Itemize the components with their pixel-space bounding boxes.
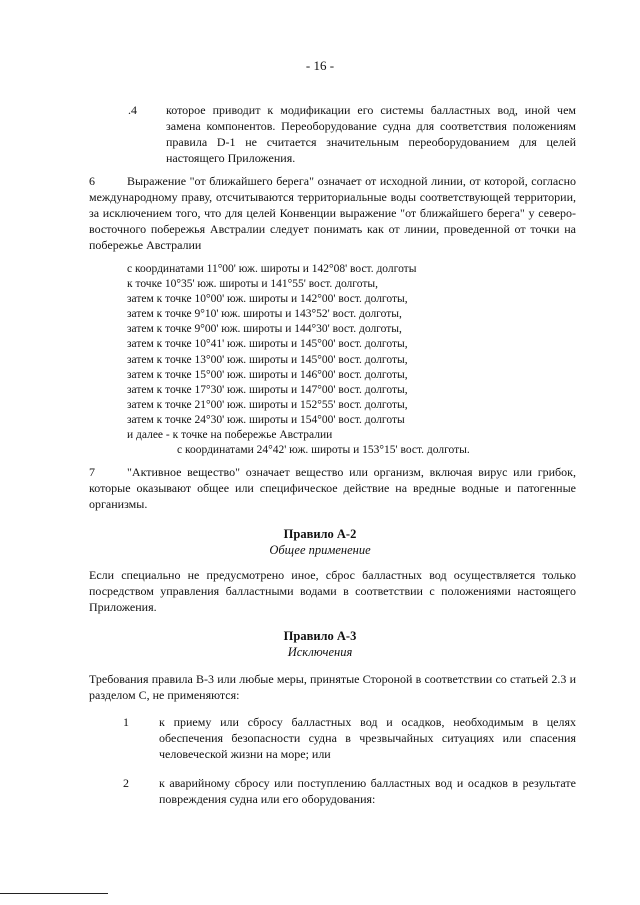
rule-a2-heading	[0, 527, 640, 558]
coordinate-line: затем к точке 17°30' юж. широты и 147°00' вост. долготы,	[127, 383, 408, 396]
rule-a3-title: Правило А-3	[283, 629, 357, 643]
item-4-text: которое приводит к модификации его системы балластных вод, иной чем замена компонентов. Переоборудование судна для соответствия положениям правила D-1 не считается значительным переоборудованием для целей настоящего Приложения.	[166, 103, 576, 165]
rule-a3-item-1-text: к приему или сбросу балластных вод и осадков, необходимым в целях обеспечения безопасности судна в чрезвычайных ситуациях или спасения человеческой жизни на море; или	[159, 715, 576, 761]
coordinate-line: затем к точке 24°30' юж. широты и 154°00' вост. долготы	[127, 413, 405, 426]
rule-a2-title: Правило А-2	[283, 527, 357, 541]
item-6-number: 6	[89, 174, 95, 188]
rule-a2-text: Если специально не предусмотрено иное, сброс балластных вод осуществляется только посредством управления балластными водами в соответствии с положениями настоящего Приложения.	[89, 568, 576, 614]
rule-a2-subtitle: Общее применение	[269, 543, 371, 557]
coordinate-line: затем к точке 9°00' юж. широты и 144°30' вост. долготы,	[127, 323, 402, 336]
page-number: - 16 -	[305, 58, 335, 73]
coordinate-line: затем к точке 21°00' юж. широты и 152°55' вост. долготы,	[127, 398, 408, 411]
rule-a3-item-1-number: 1	[123, 715, 129, 729]
rule-a3-intro: Требования правила В-3 или любые меры, принятые Стороной в соответствии со статьей 2.3 и разделом С, не применяются:	[89, 672, 576, 702]
rule-a3-item-2-text: к аварийному сбросу или поступлению балластных вод и осадков в результате повреждения судна или его оборудования:	[159, 776, 576, 806]
rule-a3-heading	[0, 629, 640, 660]
coordinate-line: затем к точке 13°00' юж. широты и 145°00' вост. долготы,	[127, 353, 408, 366]
coordinate-line: затем к точке 15°00' юж. широты и 146°00' вост. долготы,	[127, 368, 408, 381]
rule-a3-subtitle: Исключения	[287, 645, 353, 659]
item-4-number: .4	[128, 103, 137, 117]
coordinate-line: затем к точке 9°10' юж. широты и 143°52' вост. долготы,	[127, 308, 402, 321]
item-7-number: 7	[89, 465, 95, 479]
coordinate-line: с координатами 11°00' юж. широты и 142°08' вост. долготы	[127, 263, 417, 275]
coordinate-line-last: с координатами 24°42' юж. широты и 153°15' вост. долготы.	[177, 444, 470, 457]
item-6-text: Выражение "от ближайшего берега" означает от исходной линии, от которой, согласно международному праву, отсчитываются территориальные воды соответствующей территории, за исключением того, что для целей Конвенции выражение "от ближайшего берега" у северо-восточного побережья Австралии следует понимать как от линии, проведенной от точки на побережье Австралии	[89, 174, 576, 252]
coordinate-line: к точке 10°35' юж. широты и 141°55' вост. долготы,	[127, 278, 378, 291]
footer-rule-line	[0, 893, 108, 894]
coordinate-line: и далее - к точке на побережье Австралии	[127, 429, 333, 442]
coordinates-list	[127, 262, 470, 458]
rule-a3-item-2-number: 2	[123, 776, 129, 790]
coordinate-line: затем к точке 10°41' юж. широты и 145°00' вост. долготы,	[127, 338, 408, 351]
item-7-text: "Активное вещество" означает вещество или организм, включая вирус или грибок, которые оказывают общее или специфическое действие на вредные водные и патогенные организмы.	[89, 465, 576, 511]
coordinate-line: затем к точке 10°00' юж. широты и 142°00' вост. долготы,	[127, 293, 408, 306]
